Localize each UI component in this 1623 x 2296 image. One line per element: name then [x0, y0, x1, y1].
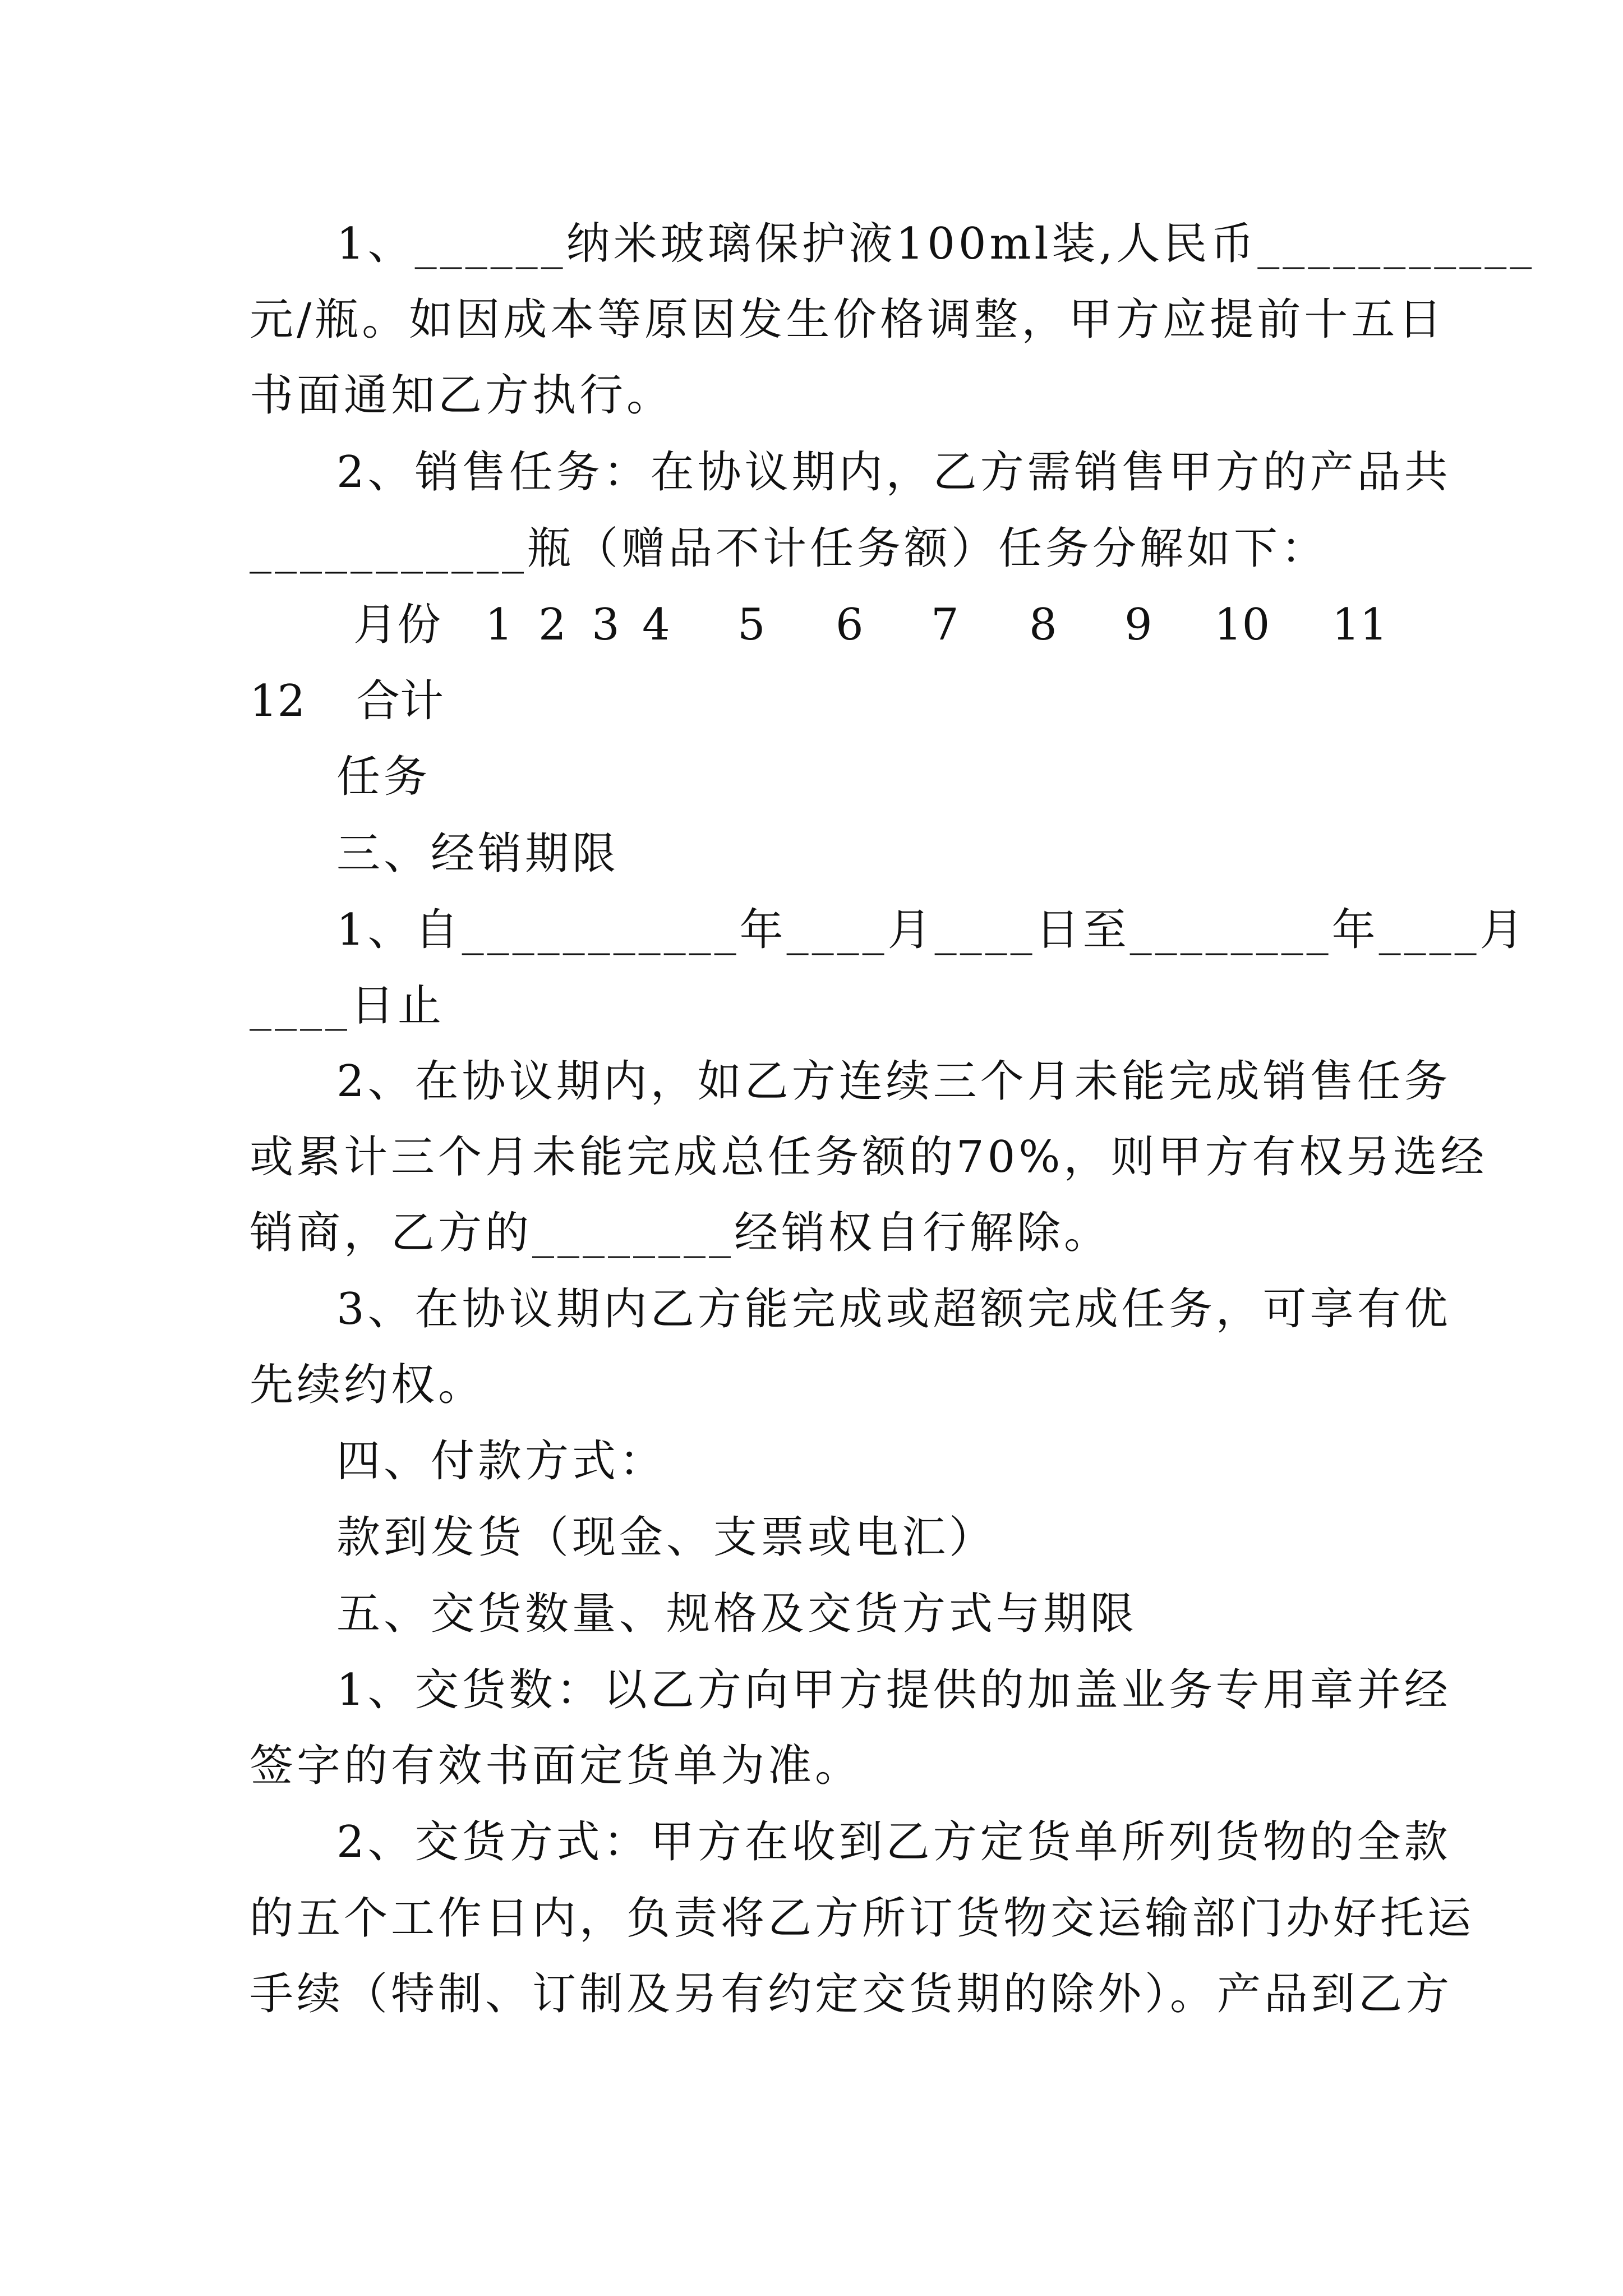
- month-cell: 7: [931, 600, 959, 650]
- clause-termination-line-3: 销商，乙方的________经销权自行解除。: [250, 1208, 1112, 1258]
- month-label: 月份: [353, 600, 441, 650]
- month-cell: 1: [485, 600, 513, 650]
- clause-termination-line-2: 或累计三个月未能完成总任务额的70%，则甲方有权另选经: [250, 1132, 1488, 1182]
- clause-delivery-method-line-3: 手续（特制、订制及另有约定交货期的除外）。产品到乙方: [250, 1969, 1453, 2019]
- month-cell: 2: [538, 600, 566, 650]
- month-cell: 6: [836, 600, 864, 650]
- task-row-label: 任务: [336, 752, 431, 802]
- clause-delivery-qty-line-1: 1、交货数：以乙方向甲方提供的加盖业务专用章并经: [336, 1665, 1451, 1715]
- month-cell: 4: [642, 600, 670, 650]
- month-cell: 12: [250, 676, 306, 726]
- clause-delivery-method-line-1: 2、交货方式：甲方在收到乙方定货单所列货物的全款: [336, 1817, 1451, 1867]
- clause-payment: 款到发货（现金、支票或电汇）: [336, 1512, 997, 1563]
- clause-delivery-qty-line-2: 签字的有效书面定货单为准。: [250, 1741, 863, 1791]
- clause-renewal-line-1: 3、在协议期内乙方能完成或超额完成任务，可享有优: [336, 1284, 1451, 1335]
- section-heading-term: 三、经销期限: [336, 829, 620, 879]
- month-cell: 8: [1029, 600, 1057, 650]
- clause-price-line-2: 元/瓶。如因成本等原因发生价格调整，甲方应提前十五日: [250, 295, 1446, 345]
- month-cell: 9: [1124, 600, 1152, 650]
- section-heading-payment: 四、付款方式：: [336, 1436, 667, 1487]
- clause-sales-task-line-1: 2、销售任务：在协议期内，乙方需销售甲方的产品共: [336, 447, 1451, 498]
- month-cell: 3: [592, 600, 620, 650]
- clause-term-line-1: 1、自___________年____月____日至________年____月: [336, 905, 1527, 955]
- month-table-header-row: [0, 591, 1623, 659]
- clause-termination-line-1: 2、在协议期内，如乙方连续三个月未能完成销售任务: [336, 1056, 1451, 1107]
- clause-renewal-line-2: 先续约权。: [250, 1360, 486, 1410]
- clause-price-line-1: 1、______纳米玻璃保护液100ml装,人民币___________: [336, 219, 1536, 269]
- month-cell: 11: [1332, 600, 1388, 650]
- month-table-wrap-row: [0, 668, 1623, 735]
- month-cell: 10: [1214, 600, 1270, 650]
- clause-sales-task-line-2: ___________瓶（赠品不计任务额）任务分解如下：: [250, 523, 1329, 574]
- month-cell: 5: [737, 600, 766, 650]
- section-heading-delivery: 五、交货数量、规格及交货方式与期限: [336, 1589, 1138, 1639]
- clause-term-line-2: ____日止: [250, 981, 445, 1031]
- total-label: 合计: [356, 676, 444, 726]
- clause-delivery-method-line-2: 的五个工作日内，负责将乙方所订货物交运输部门办好托运: [250, 1893, 1475, 1944]
- clause-price-line-3: 书面通知乙方执行。: [250, 370, 674, 421]
